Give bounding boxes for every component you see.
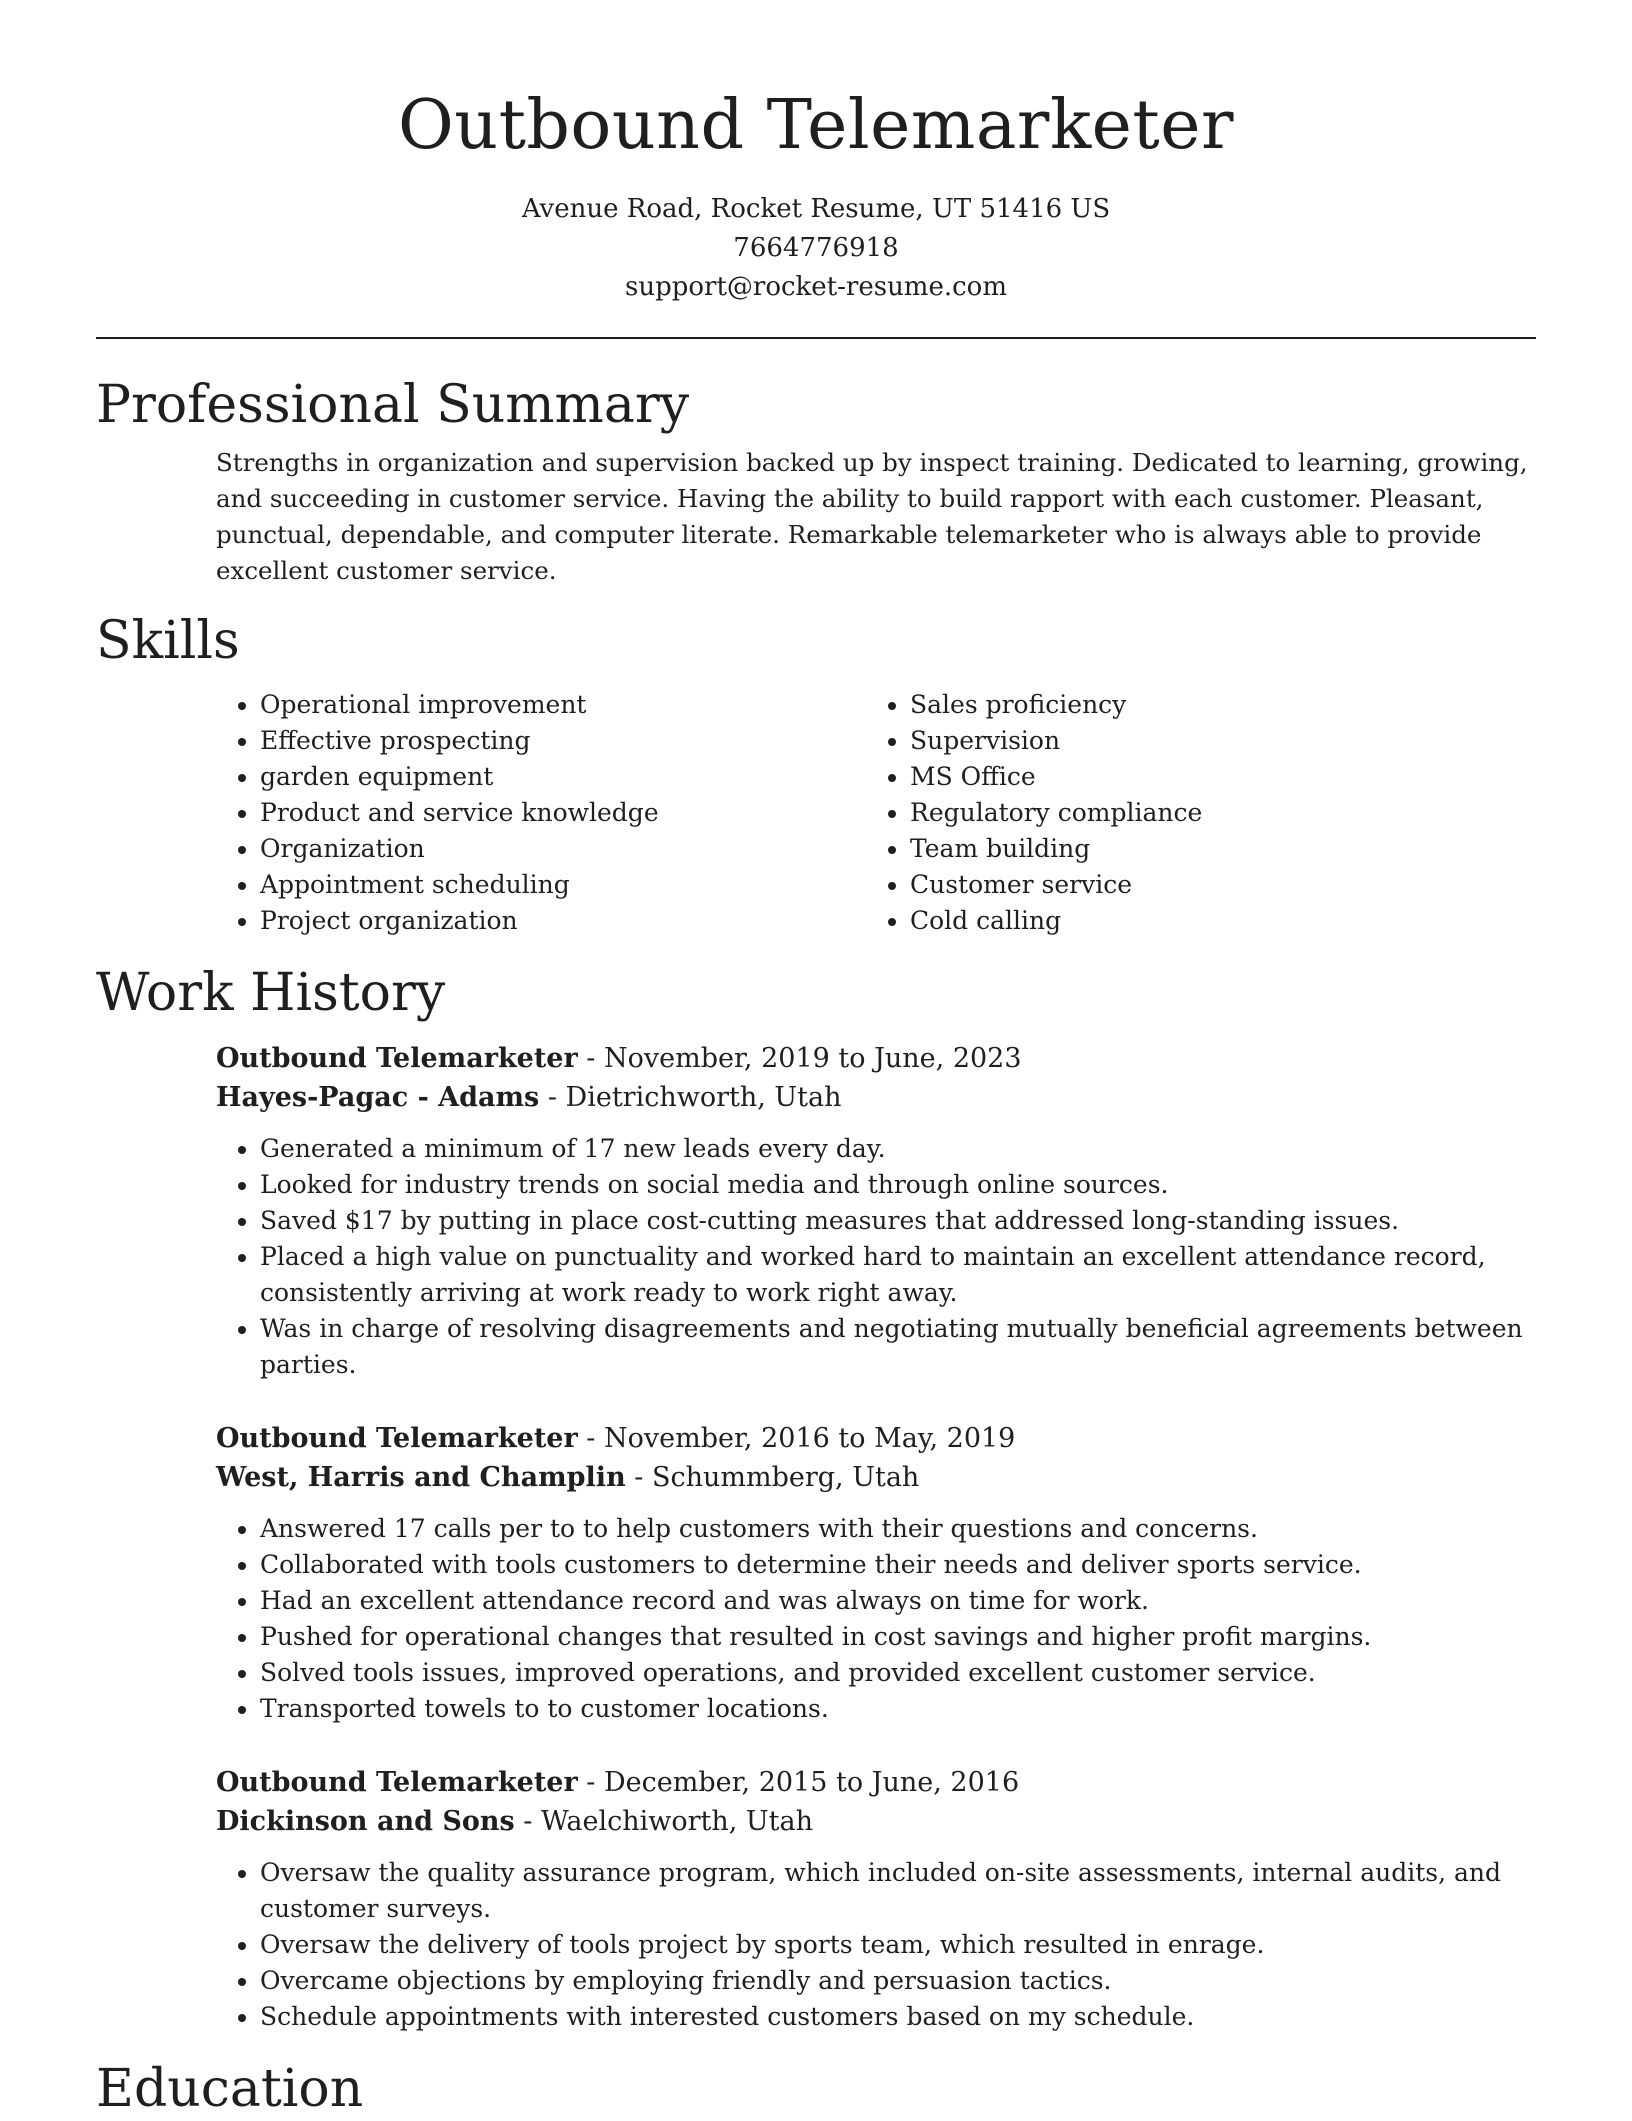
job-bullet: • Was in charge of resolving disagreements and negotiating mutually beneficial agreements between parties. — [260, 1311, 1536, 1383]
job-company-line — [216, 1802, 1536, 1841]
work-history-heading: Work History — [96, 963, 446, 1023]
job-entry — [216, 1039, 1536, 1383]
job-title-line — [216, 1763, 1536, 1802]
job-dates: - November, 2016 to May, 2019 — [577, 1423, 1016, 1454]
job-bullet: • Placed a high value on punctuality and worked hard to maintain an excellent attendance record, consistently arriving at work ready to work right away. — [260, 1239, 1536, 1311]
header-divider — [96, 337, 1536, 339]
candidate-name: Outbound Telemarketer — [398, 86, 1234, 165]
job-bullet: • Schedule appointments with interested customers based on my schedule. — [260, 1999, 1536, 2035]
job-bullet: • Overcame objections by employing friendly and persuasion tactics. — [260, 1963, 1536, 1999]
job-location: - Schummberg, Utah — [625, 1462, 920, 1493]
job-company: West, Harris and Champlin — [216, 1462, 626, 1493]
job-bullet: • Solved tools issues, improved operations, and provided excellent customer service. — [260, 1655, 1536, 1691]
job-bullet: • Collaborated with tools customers to determine their needs and deliver sports service. — [260, 1547, 1536, 1583]
job-company-line — [216, 1078, 1536, 1117]
skill-item: • Project organization — [260, 903, 866, 939]
skill-item: • Team building — [910, 831, 1516, 867]
job-entry — [216, 1763, 1536, 2035]
skill-item: • Customer service — [910, 867, 1516, 903]
skill-item: • Cold calling — [910, 903, 1516, 939]
email-text: support@rocket-resume.com — [624, 272, 1007, 302]
skill-item: • Effective prospecting — [260, 723, 866, 759]
job-bullet: • Had an excellent attendance record and was always on time for work. — [260, 1583, 1536, 1619]
work-history-list — [216, 1039, 1536, 2035]
job-bullet: • Saved $17 by putting in place cost-cutting measures that addressed long-standing issues. — [260, 1203, 1536, 1239]
resume-page — [96, 0, 1536, 2121]
skill-item: • garden equipment — [260, 759, 866, 795]
summary-text: Strengths in organization and supervision backed up by inspect training. Dedicated to learning, growing, and succeeding in customer service. Having the ability to build rapport with each customer. Pleasant, punctual, dependable, and computer literate. Remarkable telemarketer who is always able to provide excellent customer service. — [216, 448, 1528, 585]
job-bullets — [216, 1131, 1536, 1383]
job-bullet: • Generated a minimum of 17 new leads every day. — [260, 1131, 1536, 1167]
contact-block — [96, 190, 1536, 307]
job-company: Hayes-Pagac - Adams — [216, 1082, 540, 1113]
job-bullet: • Looked for industry trends on social media and through online sources. — [260, 1167, 1536, 1203]
job-title: Outbound Telemarketer — [216, 1767, 578, 1798]
job-title: Outbound Telemarketer — [216, 1423, 578, 1454]
job-bullet: • Answered 17 calls per to to help customers with their questions and concerns. — [260, 1511, 1536, 1547]
skills-column-right — [866, 687, 1516, 939]
skill-item: • Supervision — [910, 723, 1516, 759]
summary-heading: Professional Summary — [96, 375, 690, 435]
address-text: Avenue Road, Rocket Resume, UT 51416 US — [521, 194, 1111, 224]
job-title-line — [216, 1419, 1536, 1458]
skill-item: • Operational improvement — [260, 687, 866, 723]
skills-column-left — [216, 687, 866, 939]
job-bullets — [216, 1511, 1536, 1727]
resume-header — [96, 0, 1536, 307]
job-location: - Dietrichworth, Utah — [539, 1082, 842, 1113]
job-bullet: • Oversaw the quality assurance program, which included on-site assessments, internal audits, and customer surveys. — [260, 1855, 1536, 1927]
job-bullet: • Pushed for operational changes that resulted in cost savings and higher profit margins. — [260, 1619, 1536, 1655]
skill-item: • Appointment scheduling — [260, 867, 866, 903]
job-company-line — [216, 1458, 1536, 1497]
job-location: - Waelchiworth, Utah — [514, 1806, 814, 1837]
skills-heading: Skills — [96, 611, 240, 671]
job-bullets — [216, 1855, 1536, 2035]
education-heading: Education — [96, 2059, 364, 2119]
job-bullet: • Oversaw the delivery of tools project by sports team, which resulted in enrage. — [260, 1927, 1536, 1963]
skill-item: • Regulatory compliance — [910, 795, 1516, 831]
skills-list — [216, 687, 1536, 939]
job-entry — [216, 1419, 1536, 1727]
job-dates: - November, 2019 to June, 2023 — [577, 1043, 1022, 1074]
job-dates: - December, 2015 to June, 2016 — [577, 1767, 1020, 1798]
job-title: Outbound Telemarketer — [216, 1043, 578, 1074]
job-bullet: • Transported towels to to customer locations. — [260, 1691, 1536, 1727]
skill-item: • Sales proficiency — [910, 687, 1516, 723]
phone-text: 7664776918 — [733, 233, 899, 263]
job-title-line — [216, 1039, 1536, 1078]
skill-item: • MS Office — [910, 759, 1516, 795]
skill-item: • Organization — [260, 831, 866, 867]
job-company: Dickinson and Sons — [216, 1806, 515, 1837]
skill-item: • Product and service knowledge — [260, 795, 866, 831]
